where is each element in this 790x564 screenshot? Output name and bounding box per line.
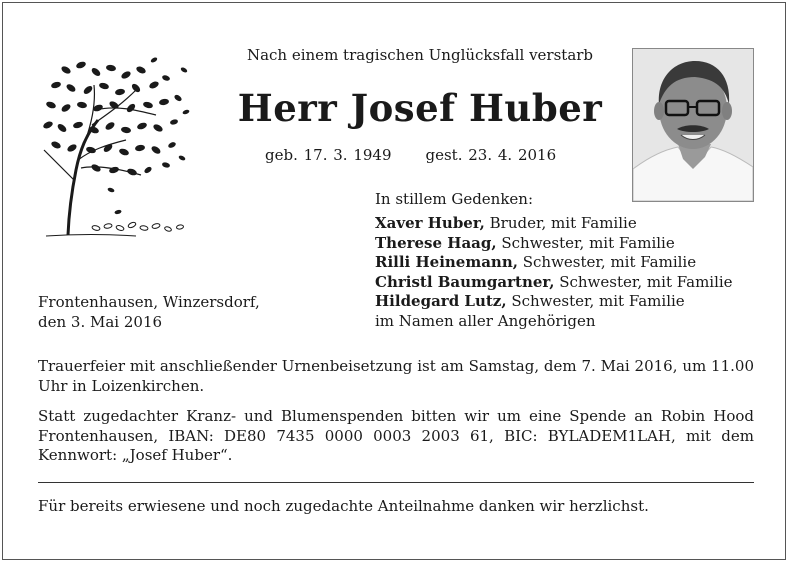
mourner-name: Therese Haag, (375, 233, 497, 252)
mourner-item (375, 214, 733, 234)
birth-date: geb. 17. 3. 1949 (265, 146, 392, 164)
portrait-photo (632, 48, 754, 202)
mourner-name: Xaver Huber, (375, 214, 485, 232)
mourner-relation: Bruder, mit Familie (484, 214, 637, 232)
thanks-line: Für bereits erwiesene und noch zugedachte Anteilnahme danken wir herzlichst. (38, 497, 649, 515)
mourner-name: Rilli Heinemann, (375, 253, 518, 271)
mourner-item (375, 292, 733, 312)
mourners-list (375, 214, 733, 331)
mourner-item (375, 253, 733, 273)
death-date: gest. 23. 4. 2016 (425, 146, 557, 164)
place-date (38, 293, 260, 332)
mourner-relation: Schwester, mit Familie (517, 253, 697, 271)
deceased-name: Herr Josef Huber (237, 86, 603, 130)
funeral-paragraph: Trauerfeier mit anschließender Urnenbeisetzung ist am Samstag, dem 7. Mai 2016, um 11.00 Uhr in Loizenkirchen. (38, 357, 754, 395)
mourner-name: Christl Baumgartner, (375, 272, 555, 291)
memory-heading: In stillem Gedenken: (375, 190, 534, 208)
mourner-item (375, 273, 733, 293)
mourner-relation: Schwester, mit Familie (554, 272, 733, 291)
mourners-closing: im Namen aller Angehörigen (375, 311, 596, 330)
intro-line: Nach einem tragischen Unglücksfall verstarb (246, 46, 594, 64)
mourner-name: Hildegard Lutz, (375, 292, 507, 310)
date-line: den 3. Mai 2016 (38, 312, 163, 331)
mourner-relation: Schwester, mit Familie (496, 233, 675, 252)
mourner-relation: Schwester, mit Familie (506, 292, 685, 310)
tree-icon (36, 50, 191, 240)
place-line: Frontenhausen, Winzersdorf, (38, 293, 260, 311)
donation-paragraph: Statt zugedachter Kranz- und Blumenspenden bitten wir um eine Spende an Robin Hood Frontenhausen, IBAN: DE80 7435 0000 0003 2003 61, BIC: BYLADEM1LAH, mit dem Kennwort: „Josef Huber“. (38, 407, 754, 464)
life-dates (265, 146, 556, 164)
mourner-item (375, 234, 733, 254)
divider (38, 482, 754, 483)
